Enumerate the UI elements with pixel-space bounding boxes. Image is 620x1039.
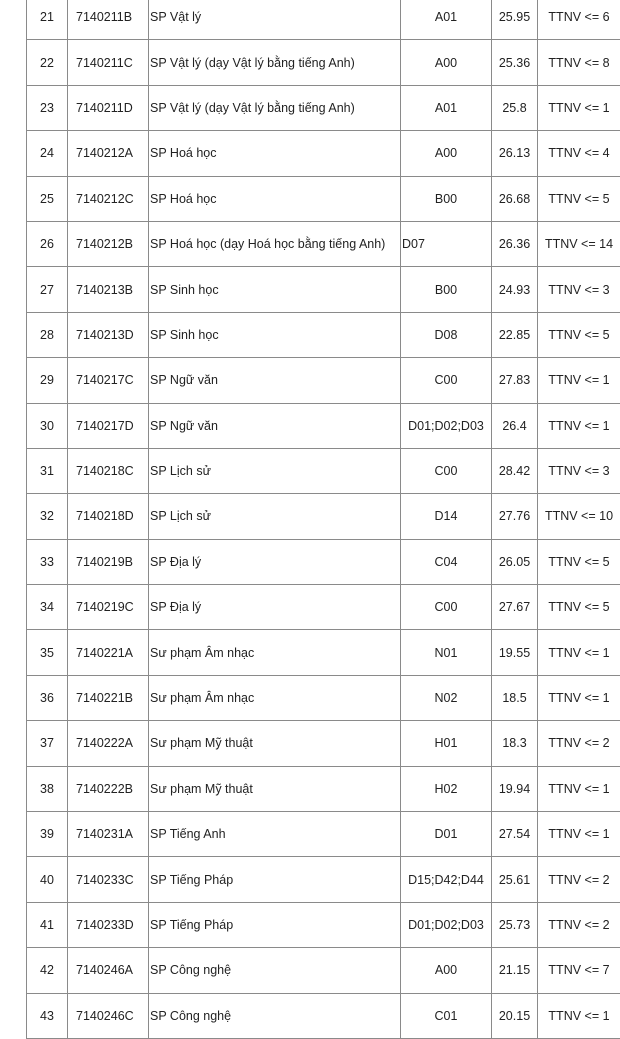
program-code-cell: 7140246C [68,993,149,1038]
program-name-cell: SP Hoá học (dạy Hoá học bằng tiếng Anh) [149,221,401,266]
program-name-cell: Sư phạm Âm nhạc [149,675,401,720]
subject-combination-cell: N02 [401,675,492,720]
table-row [27,812,620,857]
program-name-cell: SP Sinh học [149,312,401,357]
table-row [27,630,620,675]
priority-condition-cell: TTNV <= 5 [538,585,620,630]
cutoff-score-cell: 27.54 [492,812,538,857]
priority-condition-cell: TTNV <= 3 [538,448,620,493]
program-code-cell: 7140217C [68,358,149,403]
program-code-cell: 7140222B [68,766,149,811]
priority-condition-cell: TTNV <= 1 [538,993,620,1038]
program-name-cell: SP Công nghệ [149,948,401,993]
cutoff-score-cell: 21.15 [492,948,538,993]
priority-condition-cell: TTNV <= 1 [538,358,620,403]
subject-combination-cell: A00 [401,40,492,85]
table-row [27,0,620,40]
program-name-cell: Sư phạm Âm nhạc [149,630,401,675]
priority-condition-cell: TTNV <= 14 [538,221,620,266]
cutoff-score-cell: 22.85 [492,312,538,357]
program-name-cell: SP Vật lý (dạy Vật lý bằng tiếng Anh) [149,85,401,130]
row-number-cell: 21 [27,0,68,40]
program-code-cell: 7140211B [68,0,149,40]
program-name-cell: SP Vật lý [149,0,401,40]
row-number-cell: 26 [27,221,68,266]
priority-condition-cell: TTNV <= 1 [538,812,620,857]
program-name-cell: SP Lịch sử [149,448,401,493]
table-row [27,857,620,902]
table-row [27,766,620,811]
cutoff-score-cell: 28.42 [492,448,538,493]
priority-condition-cell: TTNV <= 1 [538,766,620,811]
program-name-cell: SP Lịch sử [149,494,401,539]
row-number-cell: 41 [27,902,68,947]
priority-condition-cell: TTNV <= 1 [538,403,620,448]
program-code-cell: 7140221A [68,630,149,675]
table-row [27,902,620,947]
cutoff-score-cell: 26.36 [492,221,538,266]
table-row [27,721,620,766]
program-code-cell: 7140218C [68,448,149,493]
program-name-cell: SP Địa lý [149,585,401,630]
program-code-cell: 7140212A [68,131,149,176]
subject-combination-cell: C00 [401,585,492,630]
program-name-cell: Sư phạm Mỹ thuật [149,766,401,811]
subject-combination-cell: B00 [401,267,492,312]
program-code-cell: 7140246A [68,948,149,993]
priority-condition-cell: TTNV <= 2 [538,857,620,902]
subject-combination-cell: C01 [401,993,492,1038]
cutoff-score-cell: 25.95 [492,0,538,40]
priority-condition-cell: TTNV <= 5 [538,176,620,221]
program-code-cell: 7140211D [68,85,149,130]
row-number-cell: 42 [27,948,68,993]
cutoff-score-cell: 27.76 [492,494,538,539]
table-row [27,312,620,357]
table-row [27,675,620,720]
program-code-cell: 7140221B [68,675,149,720]
program-name-cell: SP Hoá học [149,131,401,176]
cutoff-score-cell: 27.83 [492,358,538,403]
row-number-cell: 24 [27,131,68,176]
subject-combination-cell: N01 [401,630,492,675]
subject-combination-cell: D01;D02;D03 [401,403,492,448]
row-number-cell: 23 [27,85,68,130]
program-code-cell: 7140212B [68,221,149,266]
subject-combination-cell: A00 [401,948,492,993]
table-row [27,85,620,130]
admission-scores-table-container [26,0,620,1039]
table-row [27,358,620,403]
priority-condition-cell: TTNV <= 1 [538,675,620,720]
table-body [27,0,620,1038]
program-code-cell: 7140233D [68,902,149,947]
priority-condition-cell: TTNV <= 2 [538,902,620,947]
subject-combination-cell: H01 [401,721,492,766]
cutoff-score-cell: 25.73 [492,902,538,947]
row-number-cell: 32 [27,494,68,539]
table-row [27,40,620,85]
row-number-cell: 39 [27,812,68,857]
admission-scores-table [26,0,620,1039]
cutoff-score-cell: 19.55 [492,630,538,675]
program-name-cell: SP Ngữ văn [149,403,401,448]
cutoff-score-cell: 26.68 [492,176,538,221]
table-row [27,176,620,221]
row-number-cell: 27 [27,267,68,312]
cutoff-score-cell: 25.8 [492,85,538,130]
program-name-cell: SP Ngữ văn [149,358,401,403]
subject-combination-cell: C04 [401,539,492,584]
cutoff-score-cell: 24.93 [492,267,538,312]
priority-condition-cell: TTNV <= 5 [538,539,620,584]
row-number-cell: 33 [27,539,68,584]
program-code-cell: 7140219B [68,539,149,584]
table-row [27,131,620,176]
table-row [27,403,620,448]
priority-condition-cell: TTNV <= 1 [538,630,620,675]
cutoff-score-cell: 25.36 [492,40,538,85]
cutoff-score-cell: 26.13 [492,131,538,176]
program-code-cell: 7140233C [68,857,149,902]
priority-condition-cell: TTNV <= 4 [538,131,620,176]
subject-combination-cell: D14 [401,494,492,539]
row-number-cell: 25 [27,176,68,221]
priority-condition-cell: TTNV <= 6 [538,0,620,40]
cutoff-score-cell: 20.15 [492,993,538,1038]
subject-combination-cell: C00 [401,448,492,493]
program-code-cell: 7140222A [68,721,149,766]
table-row [27,539,620,584]
priority-condition-cell: TTNV <= 3 [538,267,620,312]
program-code-cell: 7140218D [68,494,149,539]
cutoff-score-cell: 18.5 [492,675,538,720]
table-row [27,448,620,493]
cutoff-score-cell: 25.61 [492,857,538,902]
cutoff-score-cell: 26.4 [492,403,538,448]
subject-combination-cell: D01 [401,812,492,857]
cutoff-score-cell: 19.94 [492,766,538,811]
table-row [27,221,620,266]
table-row [27,948,620,993]
program-name-cell: SP Địa lý [149,539,401,584]
program-code-cell: 7140213B [68,267,149,312]
subject-combination-cell: A01 [401,0,492,40]
program-name-cell: SP Vật lý (dạy Vật lý bằng tiếng Anh) [149,40,401,85]
priority-condition-cell: TTNV <= 8 [538,40,620,85]
row-number-cell: 29 [27,358,68,403]
priority-condition-cell: TTNV <= 1 [538,85,620,130]
row-number-cell: 38 [27,766,68,811]
row-number-cell: 40 [27,857,68,902]
program-code-cell: 7140219C [68,585,149,630]
table-row [27,585,620,630]
program-name-cell: SP Công nghệ [149,993,401,1038]
row-number-cell: 36 [27,675,68,720]
subject-combination-cell: D01;D02;D03 [401,902,492,947]
subject-combination-cell: A01 [401,85,492,130]
program-code-cell: 7140217D [68,403,149,448]
cutoff-score-cell: 27.67 [492,585,538,630]
program-code-cell: 7140211C [68,40,149,85]
row-number-cell: 43 [27,993,68,1038]
priority-condition-cell: TTNV <= 2 [538,721,620,766]
program-code-cell: 7140213D [68,312,149,357]
table-row [27,267,620,312]
program-name-cell: SP Tiếng Pháp [149,902,401,947]
program-name-cell: SP Hoá học [149,176,401,221]
row-number-cell: 34 [27,585,68,630]
subject-combination-cell: B00 [401,176,492,221]
priority-condition-cell: TTNV <= 10 [538,494,620,539]
table-row [27,993,620,1038]
program-name-cell: SP Tiếng Pháp [149,857,401,902]
subject-combination-cell: H02 [401,766,492,811]
priority-condition-cell: TTNV <= 5 [538,312,620,357]
cutoff-score-cell: 26.05 [492,539,538,584]
program-code-cell: 7140212C [68,176,149,221]
subject-combination-cell: D08 [401,312,492,357]
row-number-cell: 22 [27,40,68,85]
subject-combination-cell: D07 [401,221,492,266]
program-name-cell: SP Tiếng Anh [149,812,401,857]
row-number-cell: 28 [27,312,68,357]
program-name-cell: Sư phạm Mỹ thuật [149,721,401,766]
row-number-cell: 31 [27,448,68,493]
cutoff-score-cell: 18.3 [492,721,538,766]
row-number-cell: 30 [27,403,68,448]
program-name-cell: SP Sinh học [149,267,401,312]
priority-condition-cell: TTNV <= 7 [538,948,620,993]
subject-combination-cell: D15;D42;D44 [401,857,492,902]
row-number-cell: 37 [27,721,68,766]
subject-combination-cell: A00 [401,131,492,176]
program-code-cell: 7140231A [68,812,149,857]
subject-combination-cell: C00 [401,358,492,403]
row-number-cell: 35 [27,630,68,675]
table-row [27,494,620,539]
